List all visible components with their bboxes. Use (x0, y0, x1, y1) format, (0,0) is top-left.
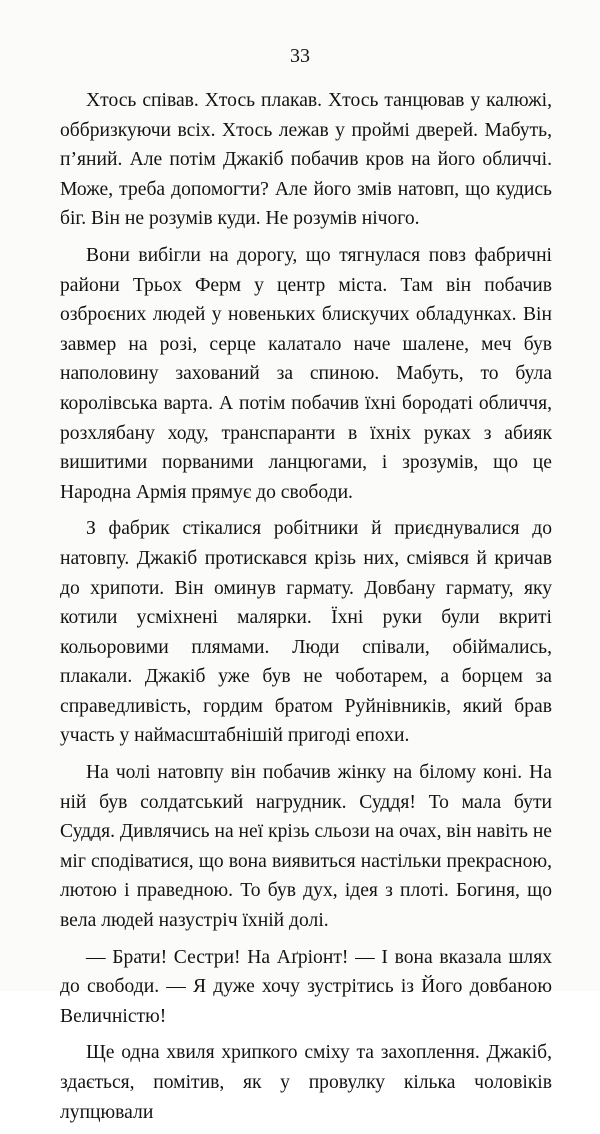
page-number: 33 (290, 45, 310, 67)
paragraph: — Брати! Сестри! На Аґріонт! — І вона вказала шлях до свободи. — Я дуже хочу зустрітись із Його довбаною Величністю! (60, 946, 552, 1027)
paragraph: З фабрик стікалися робітники й приєднувалися до натовпу. Джакіб протискався крізь них, сміявся й кричав до хрипоти. Він оминув гармату. Довбану гармату, яку котили усміхнені малярки. Їхні руки були вкриті кольоровими плямами. Люди співали, обіймались, плакали. Джакіб уже був не чоботарем, а борцем за справедливість, гордим братом Руйнівників, який брав участь у наймасштабнішій пригоді епохи. (60, 518, 552, 747)
body-text (60, 86, 552, 1134)
paragraph: На чолі натовпу він побачив жінку на білому коні. На ній був солдатський нагрудник. Суддя! То мала бути Суддя. Дивлячись на неї крізь сльози на очах, він навіть не міг сподіватися, що вона виявиться настільки прекрасною, лютою і праведною. То був дух, ідея з плоті. Богиня, що вела людей назустріч їхній долі. (60, 762, 552, 932)
paragraph: Хтось співав. Хтось плакав. Хтось танцював у калюжі, оббризкуючи всіх. Хтось лежав у проймі дверей. Мабуть, п’яний. Але потім Джакіб побачив кров на його обличчі. Може, треба допомогти? Але його змів натовп, що кудись біг. Він не розумів куди. Не розумів нічого. (60, 90, 552, 230)
paragraph: Вони вибігли на дорогу, що тягнулася повз фабричні райони Трьох Ферм у центр міста. Там він побачив озброєних людей у новеньких блискучих обладунках. Він завмер на розі, серце калатало наче шалене, меч був наполовину захований за спиною. Мабуть, то була королівська варта. А потім побачив їхні бородаті обличчя, розхлябану ходу, транспаранти в їхніх руках з абияк вишитими порваними ланцюгами, і зрозумів, що це Народна Армія прямує до свободи. (60, 244, 552, 503)
paragraph: Ще одна хвиля хрипкого сміху та захоплення. Джакіб, здається, помітив, як у провулку кілька чоловіків лупцювали (60, 1042, 552, 1123)
